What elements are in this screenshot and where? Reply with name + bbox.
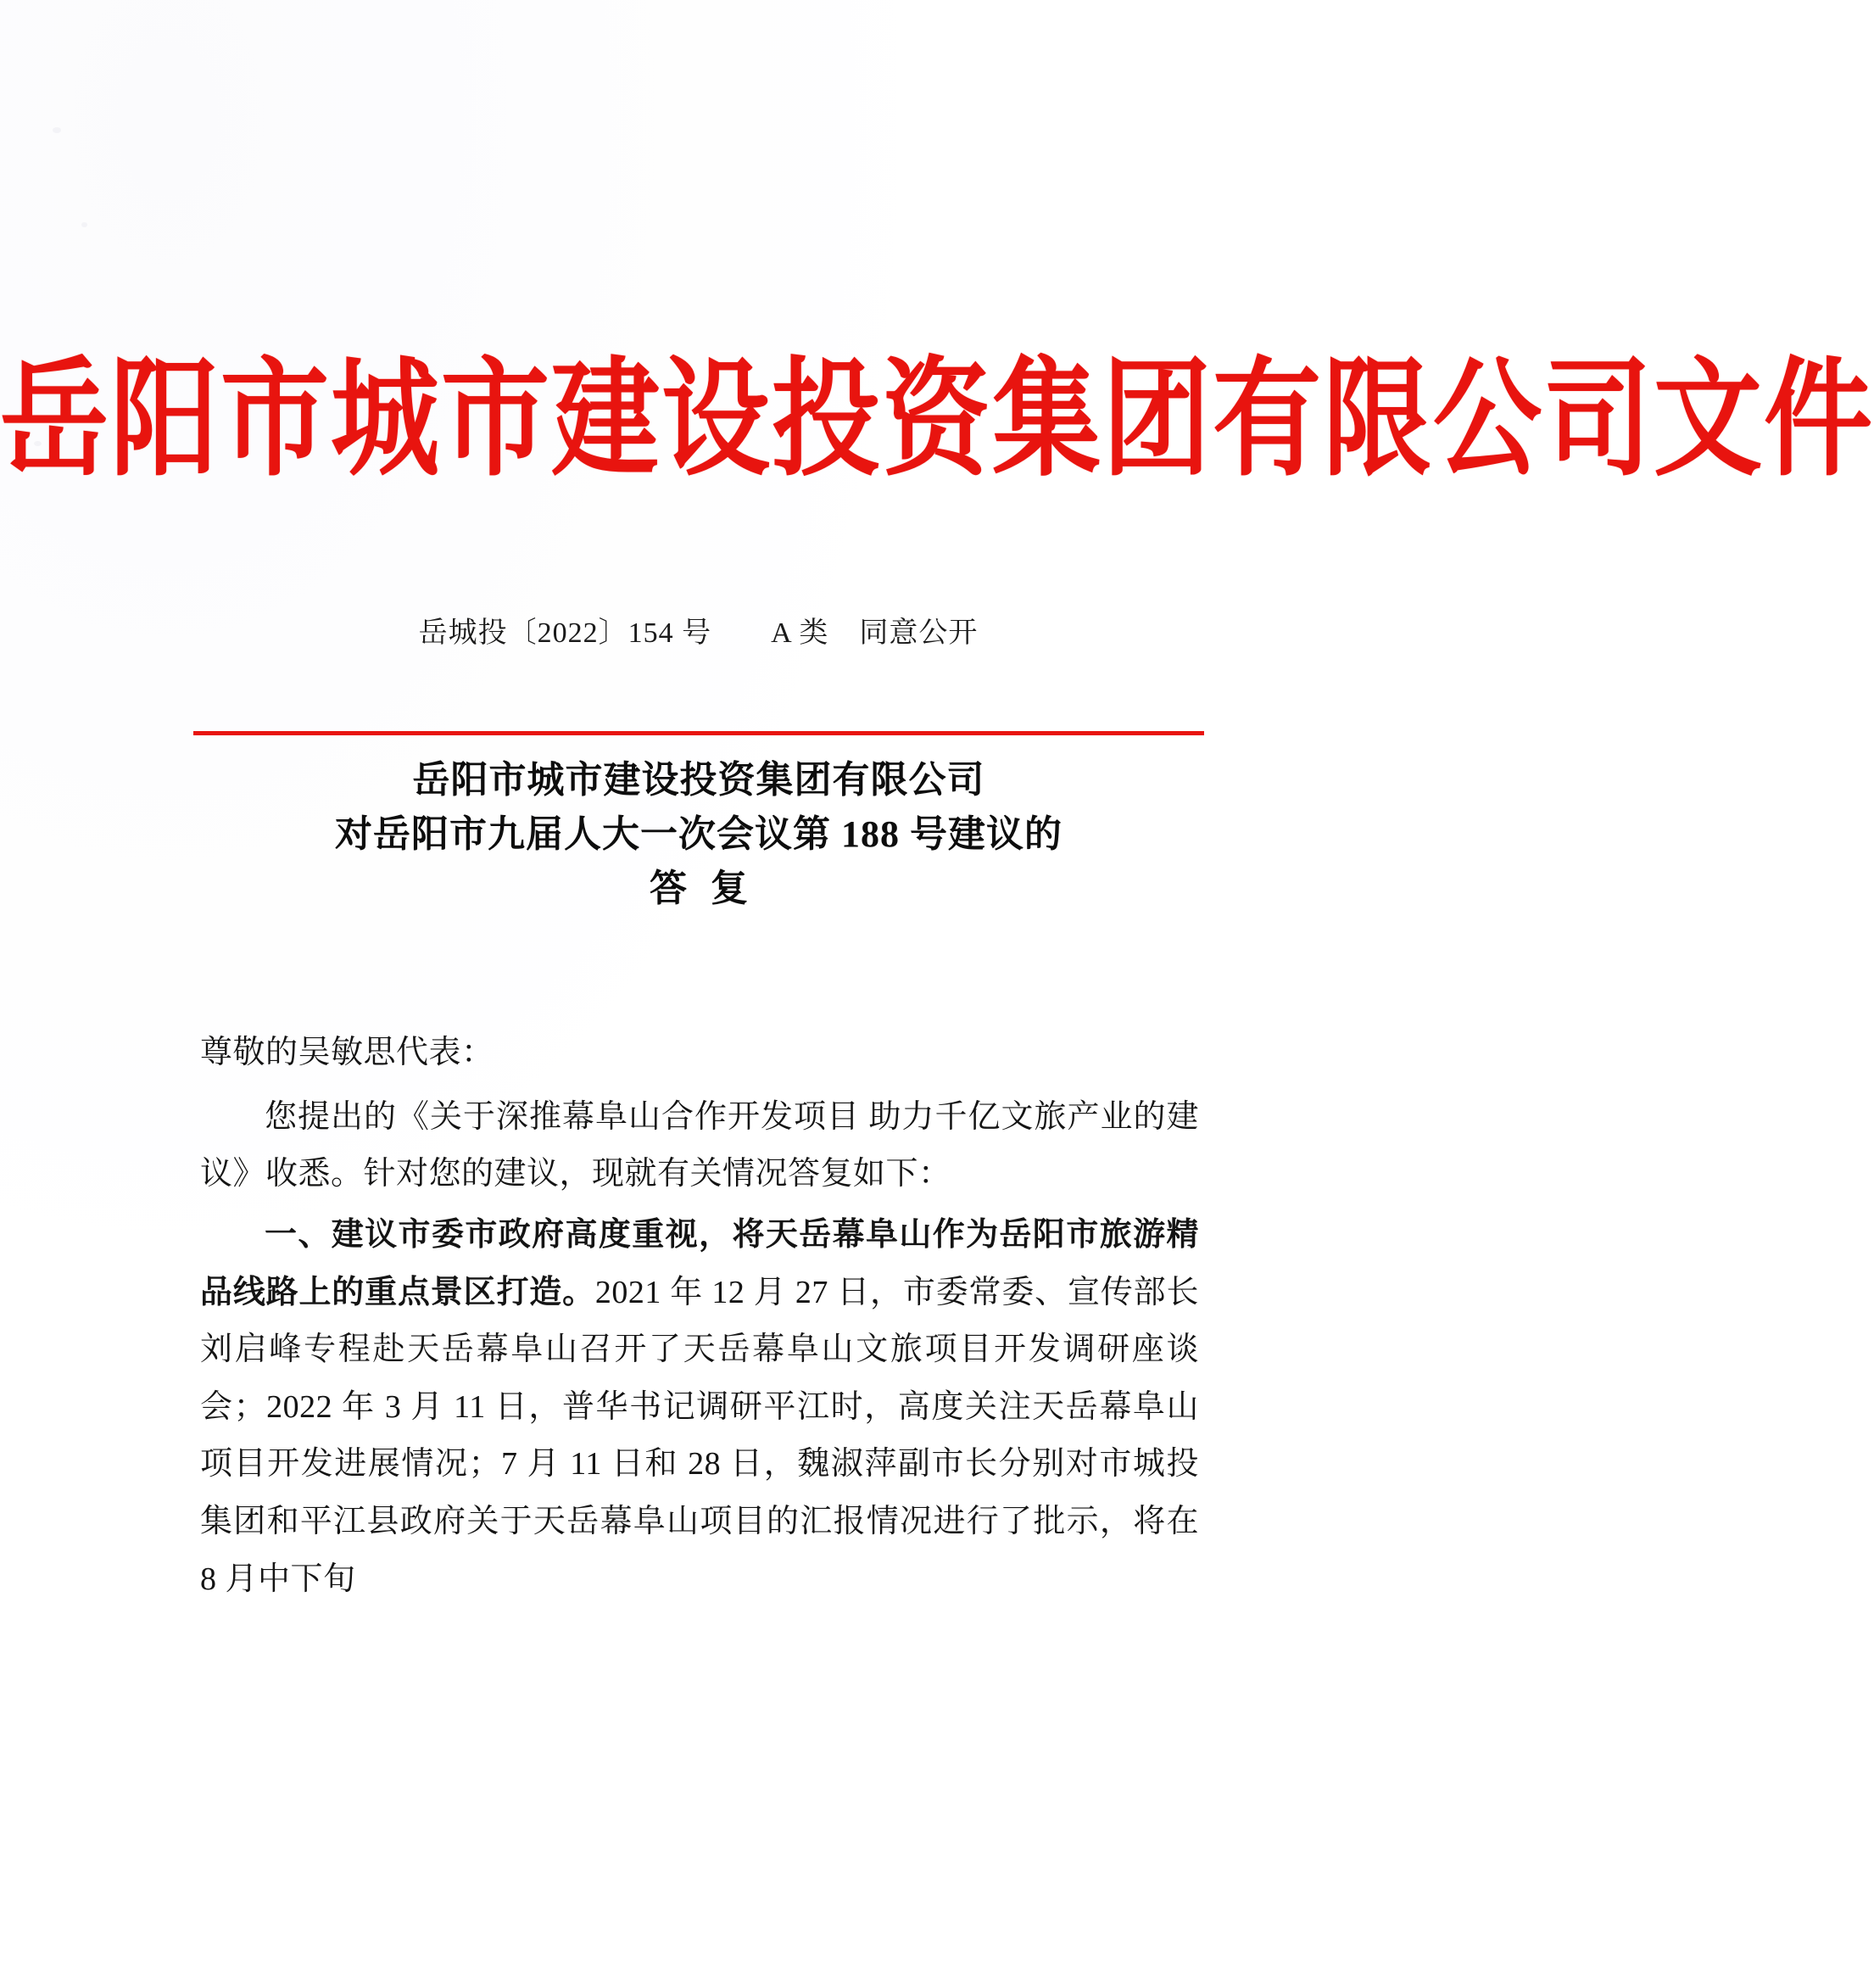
salutation: 尊敬的吴敏思代表： xyxy=(200,1035,494,1070)
paragraph-intro: 您提出的《关于深推幕阜山合作开发项目 助力千亿文旅产业的建议》收悉。针对您的建议，现就有关情况答复如下： xyxy=(200,1098,1199,1192)
red-divider-rule xyxy=(193,731,1204,735)
paragraph-section-one xyxy=(200,1207,1199,1608)
scan-speckle xyxy=(53,127,61,133)
title-line-2: 对岳阳市九届人大一次会议第 188 号建议的 xyxy=(335,813,1062,855)
section-one-body: 2021 年 12 月 27 日，市委常委、宣传部长刘启峰专程赴天岳幕阜山召开了天岳幕阜山文旅项目开发调研座谈会；2022 年 3 月 11 日，普华书记调研平江时，高度关注天岳幕阜山项目开发进展情况；7 月 11 日和 28 日，魏淑萍副市长分别对市城投集团和平江县政府关于天岳幕阜山项目的汇报情况进行了批示，将在 8 月中下旬 xyxy=(200,1274,1199,1597)
document-number: 岳城投〔2022〕154 号 xyxy=(418,617,712,649)
document-classification: A 类 xyxy=(771,617,829,649)
document-title xyxy=(193,753,1204,915)
document-number-row xyxy=(0,609,1397,651)
title-line-3: 答复 xyxy=(650,867,772,909)
section-one-heading: 一、建议市委市政府高度重视，将天岳幕阜山作为岳阳市旅游精品线路上的重点景区打造。 xyxy=(200,1216,1199,1310)
document-body xyxy=(200,1025,1199,1608)
document-masthead-title: 岳阳市城市建设投资集团有限公司文件 xyxy=(0,349,1874,492)
document-disclosure-status: 同意公开 xyxy=(859,617,979,649)
title-line-1: 岳阳市城市建设投资集团有限公司 xyxy=(412,759,985,801)
scan-speckle xyxy=(81,222,87,227)
